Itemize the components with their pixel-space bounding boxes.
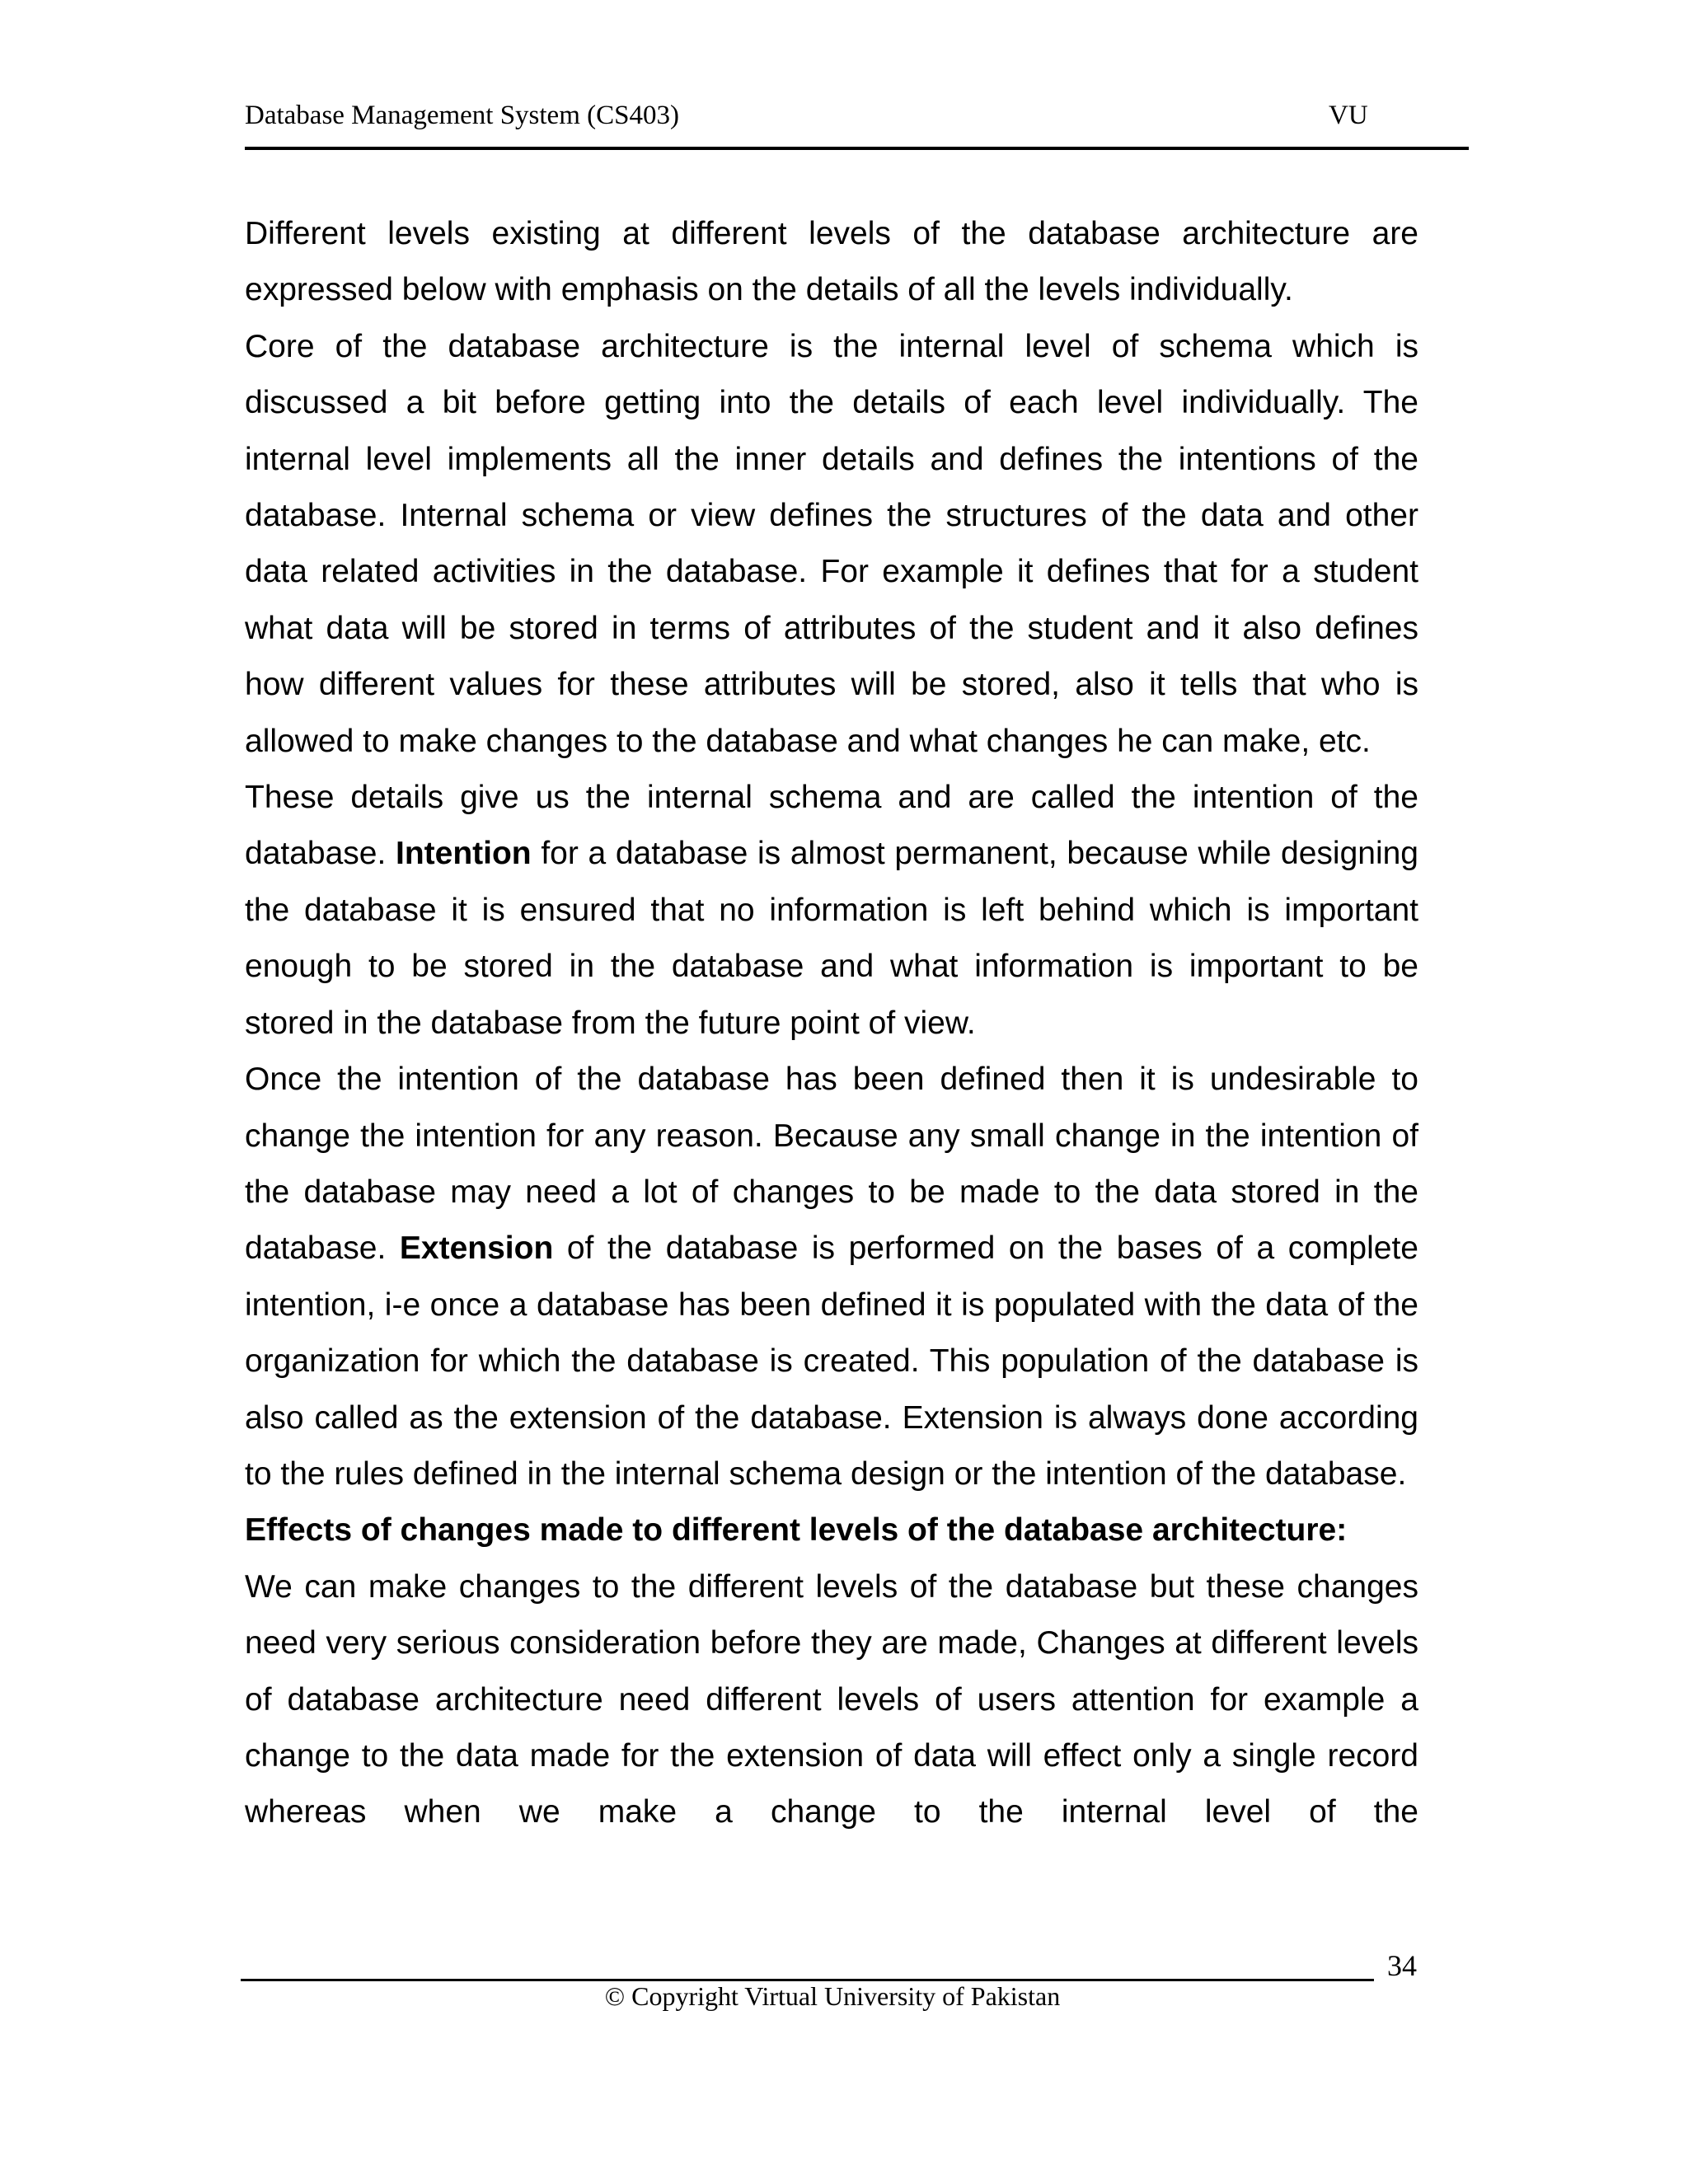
extension-term: Extension: [399, 1230, 554, 1267]
extension-text-after: of the database is performed on the bases of a complete intention, i-e once a database has been defined it is populated with the data of the organization for which the database is created. This population of the database is also called as the extension of the database. Extension is always done according to the rules defined in the internal schema design or the intention of the database.: [245, 1230, 1418, 1492]
document-title: Database Management System (CS403): [245, 101, 679, 130]
copyright-notice: © Copyright Virtual University of Pakistan: [604, 1981, 1061, 2011]
institution-label: VU: [1329, 101, 1368, 130]
extension-text-before: Once the intention of the database has been defined then it is undesirable to change the intention for any reason. Because any small change in the intention of the database may need a lot of changes to be made to the data stored in the database.: [245, 1062, 1418, 1267]
intention-term: Intention: [396, 836, 532, 872]
intention-text-after: for a database is almost permanent, because while designing the database it is ensured that no information is left behind which is important enough to be stored in the database and what information is important to be stored in the database from the future point of view.: [245, 836, 1418, 1041]
page-header: [245, 92, 1469, 150]
page-number: 34: [1387, 1949, 1417, 1982]
paragraph-extension: [245, 1052, 1418, 1502]
paragraph-internal-level: Core of the database architecture is the internal level of schema which is discussed a bit before getting into the details of each level individually. The internal level implements all the inner details and defines the intentions of the database. Internal schema or view defines the structures of the data and other data related activities in the database. For example it defines that for a student what data will be stored in terms of attributes of the student and it also defines how different values for these attributes will be stored, also it tells that who is allowed to make changes to the database and what changes he can make, etc.: [245, 328, 1418, 759]
paragraph-intention: [245, 770, 1418, 1052]
section-heading: Effects of changes made to different levels of the database architecture:: [245, 1512, 1348, 1549]
paragraph-effects: We can make changes to the different levels of the database but these changes need very serious consideration before they are made, Changes at different levels of database architecture need different levels of users attention for example a change to the data made for the extension of data will effect only a single record whereas when we make a change to the internal level of the: [245, 1568, 1418, 1830]
body-content: [245, 206, 1418, 1841]
intention-text-before: These details give us the internal schema and are called the intention of the database.: [245, 780, 1418, 872]
paragraph-levels-intro: Different levels existing at different levels of the database architecture are expressed below with emphasis on the details of all the levels individually.: [245, 216, 1418, 308]
